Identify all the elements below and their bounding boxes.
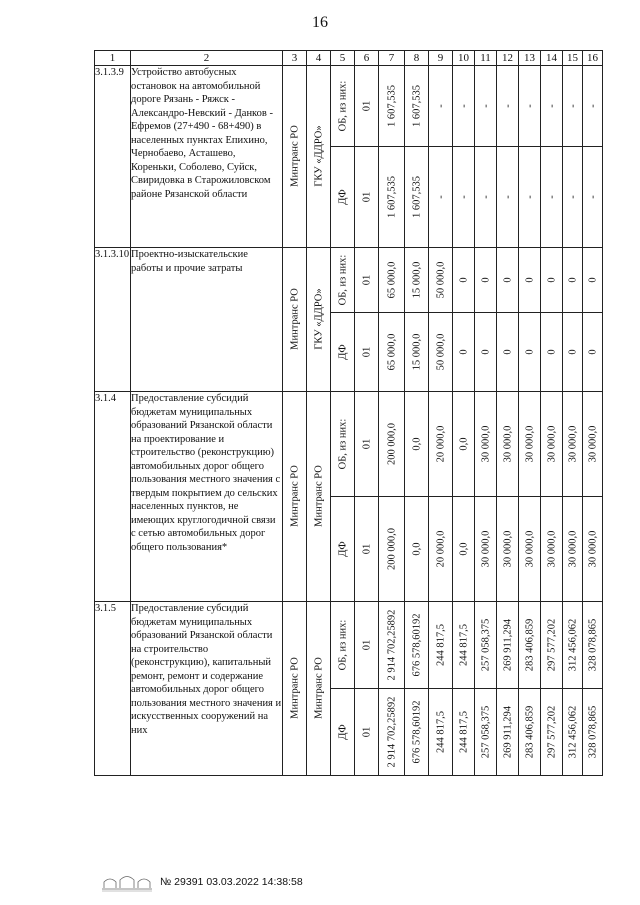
value-cell <box>497 497 519 602</box>
header-cell: 2 <box>131 51 283 66</box>
value-cell-text: 50 000,0 <box>434 333 446 371</box>
value-cell <box>519 602 541 689</box>
code-cell-text: 01 <box>360 639 372 651</box>
signature-datetime: 03.03.2022 14:38:58 <box>206 876 303 888</box>
value-cell-text: 1 607,535 <box>410 176 422 218</box>
value-cell <box>475 313 497 392</box>
value-cell-text: 20 000,0 <box>434 425 446 463</box>
value-cell-text: 30 000,0 <box>479 425 491 463</box>
value-cell-text: 676 578,60192 <box>410 700 422 764</box>
funding-source-cell <box>331 248 355 313</box>
value-cell <box>583 497 603 602</box>
value-cell <box>497 602 519 689</box>
value-cell-text: 676 578,60192 <box>410 613 422 677</box>
value-cell-text: - <box>586 104 598 108</box>
executor-cell <box>307 248 331 392</box>
value-cell <box>497 147 519 248</box>
value-cell-text: 0 <box>566 277 578 283</box>
value-cell <box>519 248 541 313</box>
value-cell-text: 0 <box>586 349 598 355</box>
value-cell-text: 1 607,535 <box>385 176 397 218</box>
header-cell: 8 <box>405 51 429 66</box>
value-cell-text: 0 <box>545 349 557 355</box>
value-cell <box>497 313 519 392</box>
header-cell: 16 <box>583 51 603 66</box>
value-cell-text: - <box>457 195 469 199</box>
row-code: 3.1.3.9 <box>95 66 131 248</box>
code-cell <box>355 147 379 248</box>
budget-table <box>94 50 603 776</box>
value-cell-text: - <box>586 195 598 199</box>
value-cell-text: 30 000,0 <box>545 530 557 568</box>
value-cell-text: 312 456,062 <box>566 618 578 672</box>
value-cell-text: 2 914 702,25892 <box>385 696 397 768</box>
value-cell <box>541 392 563 497</box>
value-cell-text: 0 <box>566 349 578 355</box>
value-cell-text: 30 000,0 <box>523 425 535 463</box>
header-cell: 12 <box>497 51 519 66</box>
value-cell <box>429 147 453 248</box>
value-cell-text: 0 <box>479 349 491 355</box>
row-code: 3.1.3.10 <box>95 248 131 392</box>
table-row <box>95 66 603 147</box>
value-cell <box>519 313 541 392</box>
value-cell <box>563 66 583 147</box>
value-cell-text: 269 911,294 <box>501 705 513 759</box>
value-cell <box>405 602 429 689</box>
header-cell: 1 <box>95 51 131 66</box>
value-cell-text: 0 <box>479 277 491 283</box>
executor-cell-text: ГКУ «ДДРО» <box>312 125 324 187</box>
responsible-cell-text: Минтранс РО <box>288 288 300 350</box>
value-cell <box>583 392 603 497</box>
value-cell <box>405 66 429 147</box>
value-cell <box>475 689 497 776</box>
value-cell <box>429 313 453 392</box>
value-cell <box>497 66 519 147</box>
header-cell: 6 <box>355 51 379 66</box>
value-cell <box>379 689 405 776</box>
document-number: № 29391 <box>160 876 204 888</box>
funding-source-cell <box>331 392 355 497</box>
value-cell-text: 15 000,0 <box>410 333 422 371</box>
value-cell-text: 0 <box>545 277 557 283</box>
header-cell: 15 <box>563 51 583 66</box>
value-cell-text: - <box>523 195 535 199</box>
header-cell: 11 <box>475 51 497 66</box>
value-cell-text: 0 <box>457 277 469 283</box>
value-cell <box>429 248 453 313</box>
value-cell <box>453 147 475 248</box>
header-row <box>95 51 603 66</box>
value-cell-text: 50 000,0 <box>434 261 446 299</box>
code-cell-text: 01 <box>360 346 372 358</box>
table-row <box>95 248 603 313</box>
value-cell-text: 30 000,0 <box>501 530 513 568</box>
value-cell-text: 30 000,0 <box>545 425 557 463</box>
value-cell-text: 30 000,0 <box>586 530 598 568</box>
value-cell <box>453 602 475 689</box>
value-cell-text: - <box>501 195 513 199</box>
funding-source-cell <box>331 66 355 147</box>
value-cell <box>563 602 583 689</box>
value-cell-text: 20 000,0 <box>434 530 446 568</box>
value-cell-text: 15 000,0 <box>410 261 422 299</box>
code-cell-text: 01 <box>360 726 372 738</box>
value-cell <box>563 392 583 497</box>
table-row <box>95 392 603 497</box>
value-cell-text: 30 000,0 <box>566 530 578 568</box>
value-cell-text: - <box>566 195 578 199</box>
value-cell-text: 0 <box>586 277 598 283</box>
value-cell-text: - <box>501 104 513 108</box>
value-cell <box>541 497 563 602</box>
value-cell-text: 244 817,5 <box>434 624 446 666</box>
value-cell-text: 244 817,5 <box>434 711 446 753</box>
value-cell <box>379 497 405 602</box>
row-name: Устройство автобусных остановок на автомобильной дороге Рязань - Ряжск - Александро-Невский - Данков - Ефремов (27+490 - 68+490) в населенных пунктах Епихино, Чернобаево, Асташево, Кореньки, Соболево, Суйск, Свиридовка в Старожиловском районе Рязанской области <box>131 66 283 248</box>
executor-cell-text: ГКУ «ДДРО» <box>312 288 324 350</box>
code-cell <box>355 497 379 602</box>
value-cell-text: - <box>434 104 446 108</box>
code-cell-text: 01 <box>360 543 372 555</box>
executor-cell-text: Минтранс РО <box>312 465 324 527</box>
value-cell <box>379 147 405 248</box>
header-cell: 5 <box>331 51 355 66</box>
value-cell <box>429 392 453 497</box>
value-cell <box>541 248 563 313</box>
responsible-cell-text: Минтранс РО <box>288 125 300 187</box>
responsible-cell <box>283 66 307 248</box>
header-cell: 10 <box>453 51 475 66</box>
value-cell <box>583 313 603 392</box>
funding-source-cell <box>331 497 355 602</box>
value-cell <box>379 248 405 313</box>
value-cell <box>583 147 603 248</box>
value-cell <box>379 392 405 497</box>
value-cell <box>453 248 475 313</box>
executor-cell <box>307 392 331 602</box>
value-cell-text: 0,0 <box>457 542 469 556</box>
value-cell <box>405 689 429 776</box>
funding-source-cell-text: ОБ, из них: <box>336 418 348 470</box>
value-cell <box>379 66 405 147</box>
value-cell <box>475 147 497 248</box>
value-cell-text: 2 914 702,25892 <box>385 609 397 681</box>
value-cell <box>541 66 563 147</box>
value-cell <box>379 313 405 392</box>
value-cell-text: 297 577,202 <box>545 618 557 672</box>
header-cell: 14 <box>541 51 563 66</box>
code-cell <box>355 66 379 147</box>
value-cell <box>519 497 541 602</box>
row-name: Проектно-изыскательские работы и прочие затраты <box>131 248 283 392</box>
value-cell <box>405 147 429 248</box>
funding-source-cell <box>331 602 355 689</box>
value-cell <box>453 392 475 497</box>
code-cell-text: 01 <box>360 100 372 112</box>
funding-source-cell-text: ОБ, из них: <box>336 619 348 671</box>
value-cell-text: 30 000,0 <box>479 530 491 568</box>
value-cell <box>405 313 429 392</box>
responsible-cell-text: Минтранс РО <box>288 657 300 719</box>
value-cell-text: - <box>545 195 557 199</box>
value-cell-text: - <box>457 104 469 108</box>
header-cell: 13 <box>519 51 541 66</box>
value-cell <box>583 66 603 147</box>
value-cell <box>405 497 429 602</box>
value-cell <box>519 392 541 497</box>
value-cell <box>429 66 453 147</box>
value-cell <box>541 313 563 392</box>
value-cell-text: 65 000,0 <box>385 333 397 371</box>
value-cell-text: 0 <box>501 277 513 283</box>
value-cell-text: 269 911,294 <box>501 618 513 672</box>
value-cell <box>541 689 563 776</box>
signature-text <box>160 876 303 888</box>
funding-source-cell <box>331 147 355 248</box>
funding-source-cell-text: ДФ <box>336 541 348 557</box>
funding-source-cell-text: ДФ <box>336 724 348 740</box>
header-cell: 3 <box>283 51 307 66</box>
value-cell <box>583 689 603 776</box>
value-cell <box>497 392 519 497</box>
value-cell-text: 0 <box>523 277 535 283</box>
funding-source-cell-text: ОБ, из них: <box>336 80 348 132</box>
value-cell <box>453 313 475 392</box>
value-cell-text: 1 607,535 <box>385 85 397 127</box>
funding-source-cell-text: ДФ <box>336 189 348 205</box>
value-cell-text: 30 000,0 <box>586 425 598 463</box>
value-cell <box>497 248 519 313</box>
value-cell <box>563 313 583 392</box>
header-cell: 4 <box>307 51 331 66</box>
value-cell <box>429 602 453 689</box>
value-cell-text: 328 078,865 <box>586 618 598 672</box>
page-number: 16 <box>312 14 328 31</box>
value-cell-text: 257 058,375 <box>479 705 491 759</box>
value-cell <box>475 66 497 147</box>
value-cell <box>379 602 405 689</box>
responsible-cell <box>283 392 307 602</box>
responsible-cell <box>283 602 307 776</box>
funding-source-cell-text: ДФ <box>336 344 348 360</box>
value-cell-text: 244 817,5 <box>457 624 469 666</box>
value-cell <box>429 689 453 776</box>
responsible-cell <box>283 248 307 392</box>
value-cell-text: - <box>479 104 491 108</box>
value-cell-text: 1 607,535 <box>410 85 422 127</box>
value-cell-text: 0,0 <box>457 437 469 451</box>
responsible-cell-text: Минтранс РО <box>288 465 300 527</box>
value-cell <box>563 497 583 602</box>
value-cell <box>519 689 541 776</box>
value-cell-text: - <box>479 195 491 199</box>
value-cell <box>453 66 475 147</box>
value-cell-text: 0,0 <box>410 437 422 451</box>
code-cell-text: 01 <box>360 191 372 203</box>
emblem-icon <box>100 872 155 892</box>
value-cell-text: 30 000,0 <box>523 530 535 568</box>
header-cell: 9 <box>429 51 453 66</box>
value-cell-text: 312 456,062 <box>566 705 578 759</box>
value-cell-text: 30 000,0 <box>566 425 578 463</box>
value-cell-text: 0 <box>457 349 469 355</box>
header-cell: 7 <box>379 51 405 66</box>
row-name: Предоставление субсидий бюджетам муниципальных образований Рязанской области на проектирование и строительство (реконструкцию) автомобильных дорог общего пользования местного значения с твердым покрытием до сельских населенных пунктов, не имеющих круглогодичной связи с сетью автомобильных дорог общего пользования* <box>131 392 283 602</box>
value-cell-text: 200 000,0 <box>385 423 397 465</box>
code-cell <box>355 602 379 689</box>
row-name: Предоставление субсидий бюджетам муниципальных образований Рязанской области на строительство (реконструкцию), капитальный ремонт, ремонт и содержание автомобильных дорог общего пользования местного значения и искусственных сооружений на них <box>131 602 283 776</box>
value-cell <box>519 147 541 248</box>
code-cell-text: 01 <box>360 438 372 450</box>
value-cell-text: 0 <box>523 349 535 355</box>
row-code: 3.1.4 <box>95 392 131 602</box>
funding-source-cell <box>331 689 355 776</box>
value-cell <box>563 689 583 776</box>
value-cell <box>475 602 497 689</box>
value-cell <box>475 248 497 313</box>
value-cell-text: 257 058,375 <box>479 618 491 672</box>
value-cell-text: 328 078,865 <box>586 705 598 759</box>
value-cell <box>453 497 475 602</box>
funding-source-cell-text: ОБ, из них: <box>336 254 348 306</box>
value-cell <box>563 147 583 248</box>
value-cell <box>497 689 519 776</box>
value-cell-text: 65 000,0 <box>385 261 397 299</box>
value-cell-text: - <box>545 104 557 108</box>
value-cell <box>583 248 603 313</box>
code-cell <box>355 313 379 392</box>
executor-cell <box>307 602 331 776</box>
value-cell <box>453 689 475 776</box>
code-cell <box>355 689 379 776</box>
value-cell-text: - <box>434 195 446 199</box>
code-cell-text: 01 <box>360 274 372 286</box>
value-cell-text: 297 577,202 <box>545 705 557 759</box>
value-cell-text: 0 <box>501 349 513 355</box>
value-cell <box>519 66 541 147</box>
value-cell-text: 0,0 <box>410 542 422 556</box>
value-cell <box>541 602 563 689</box>
value-cell-text: - <box>523 104 535 108</box>
value-cell <box>475 392 497 497</box>
value-cell <box>563 248 583 313</box>
value-cell <box>541 147 563 248</box>
value-cell <box>583 602 603 689</box>
executor-cell <box>307 66 331 248</box>
value-cell-text: 30 000,0 <box>501 425 513 463</box>
value-cell-text: 244 817,5 <box>457 711 469 753</box>
code-cell <box>355 392 379 497</box>
table-row <box>95 602 603 689</box>
value-cell-text: - <box>566 104 578 108</box>
row-code: 3.1.5 <box>95 602 131 776</box>
executor-cell-text: Минтранс РО <box>312 657 324 719</box>
value-cell <box>405 392 429 497</box>
value-cell-text: 200 000,0 <box>385 528 397 570</box>
value-cell <box>429 497 453 602</box>
value-cell-text: 283 406,859 <box>523 705 535 759</box>
value-cell <box>405 248 429 313</box>
funding-source-cell <box>331 313 355 392</box>
code-cell <box>355 248 379 313</box>
value-cell-text: 283 406,859 <box>523 618 535 672</box>
value-cell <box>475 497 497 602</box>
